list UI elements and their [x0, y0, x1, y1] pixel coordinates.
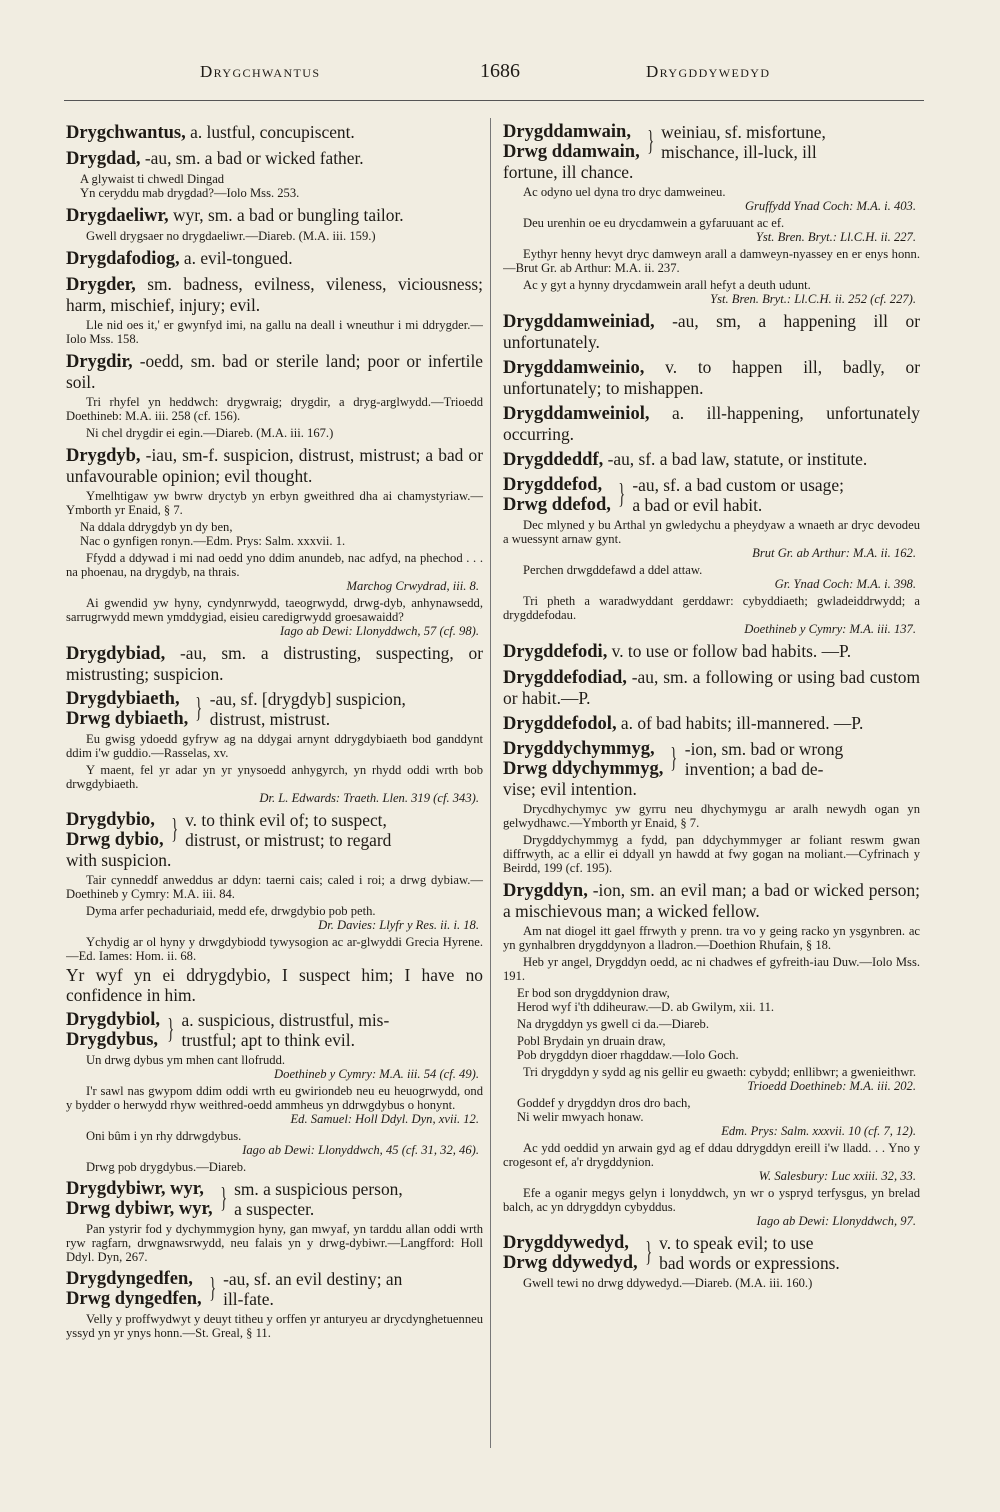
quotation: Nac o gynfigen ronyn.—Edm. Prys: Salm. xxxvii. 1. [80, 534, 346, 548]
headword: Drygddyn, [503, 881, 588, 901]
definition: -oedd, sm. bad or sterile land; poor or infertile soil. [66, 351, 483, 392]
headword: Drygddamweiniad, [503, 312, 655, 332]
citation: Edm. Prys: Salm. xxxvii. 10 (cf. 7, 12). [721, 1124, 916, 1138]
brace-glyph: } [209, 1273, 216, 1304]
definition: a. suspicious, distrustful, mis- [181, 1010, 390, 1030]
definition: -au, sf. a bad custom or usage; [632, 475, 844, 495]
definition: -ion, sm. an evil man; a bad or wicked person; a mischievous man; a wicked fellow. [503, 880, 920, 921]
quotation: Tri rhyfel yn heddwch: drygwraig; drygdir, a dryg-arglwydd.—Trioedd Doethineb: M.A. iii. 258 (cf. 156). [66, 395, 483, 423]
quotation: Ffydd a ddywad i mi nad oedd yno ddim anundeb, nac adfyd, na phechod . . . na phoenau, na drygdyb, na thrais. [66, 551, 483, 579]
entry-drygdybiol [66, 1010, 483, 1174]
citation: Ed. Samuel: Holl Ddyl. Dyn, xvii. 12. [290, 1112, 479, 1126]
citation: Trioedd Doethineb: M.A. iii. 202. [747, 1079, 916, 1093]
headword: Drygdybiol, [66, 1010, 161, 1030]
citation: Marchog Crwydrad, iii. 8. [346, 579, 479, 593]
entry-drygddamweinio [503, 357, 920, 398]
quotation: Perchen drwgddefawd a ddel attaw. [523, 563, 703, 577]
headword: Drygdybiad, [66, 644, 166, 664]
definition: bad words or expressions. [659, 1253, 840, 1273]
entry-drygdad [66, 148, 483, 200]
headword: Drygdyb, [66, 446, 141, 466]
definition: -au, sm. a bad or wicked father. [140, 148, 364, 168]
quotation: Tair cynneddf anweddus ar ddyn: taerni cais; caled i roi; a drwg dybiaw.—Doethineb y Cymry: M.A. iii. 84. [66, 873, 483, 901]
entry-drygdybiwr [66, 1179, 483, 1264]
headword-variant: Drwg ddywedyd, [503, 1253, 638, 1273]
headword-variant: Drwg dybio, [66, 830, 164, 850]
quotation: Ac ydd oeddid yn arwain gyd ag ef ddau ddrygddyn ereill i'w lladd. . . Yno y crogesont ef, a'r drygddynion. [503, 1141, 920, 1169]
quotation: Ymelhtigaw yw bwrw dryctyb yn erbyn gweithred dha ai chamystyriaw.—Ymborth yr Enaid, § 7. [66, 489, 483, 517]
quotation: Tri drygddyn y sydd ag nis gellir eu gwaeth: cybydd; enllibwr; a gwenieithwr. [523, 1065, 917, 1079]
citation: Gruffydd Ynad Coch: M.A. i. 403. [744, 199, 916, 213]
headword: Drygddefodol, [503, 714, 617, 734]
quotation: Drwg pob drygdybus.—Diareb. [86, 1160, 247, 1174]
running-head-left: Drygchwantus [200, 62, 321, 81]
brace-glyph: } [167, 1014, 175, 1045]
definition: weiniau, sf. misfortune, [661, 122, 826, 142]
brace-glyph: } [220, 1183, 227, 1214]
headword: Drygdybiaeth, [66, 689, 180, 709]
quotation: Y maent, fel yr adar yn yr ynysoedd anhygyrch, yn rhydd oddi wrth bob drwgdybiaeth. [66, 763, 483, 791]
headword-variant: Drwg dybiaeth, [66, 709, 189, 729]
headword: Drygddamweinio, [503, 358, 645, 378]
definition: -au, sm, a happening ill or unfortunately. [503, 311, 920, 352]
entry-drygdyb [66, 445, 483, 638]
quotation: Ac y gyt a hynny drycdamwein arall hefyt a deuth udunt. [523, 278, 811, 292]
quotation: Drycdhychymyc yw gyrru neu dhychymygu ar aralh newydh ogan yn gelwydhawc.—Ymborth yr Enaid, § 7. [503, 802, 920, 830]
entry-drygdybiaeth [66, 689, 483, 805]
definition: ill-fate. [223, 1289, 274, 1309]
headword: Drygddamweiniol, [503, 404, 650, 424]
quotation: A glywaist ti chwedl Dingad [80, 172, 225, 186]
definition: sm. a suspicious person, [234, 1179, 403, 1199]
definition: -au, sm. a following or using bad custom or habit.—P. [503, 667, 920, 708]
quotation: Gwell drygsaer no drygdaeliwr.—Diareb. (M.A. iii. 159.) [86, 229, 376, 243]
headword: Drygdybio, [66, 810, 155, 830]
citation: Doethineb y Cymry: M.A. iii. 54 (cf. 49). [274, 1067, 479, 1081]
definition: a. lustful, concupiscent. [185, 122, 355, 142]
quotation: Ni chel drygdir ei egin.—Diareb. (M.A. iii. 167.) [86, 426, 334, 440]
left-column [66, 122, 483, 1494]
entry-drygddefodi [503, 641, 920, 662]
quotation: Pobl Brydain yn druain draw, [517, 1034, 666, 1048]
headword-variant: Drwg dybiwr, wyr, [66, 1199, 213, 1219]
definition: a suspecter. [234, 1199, 315, 1219]
headword: Drygddefod, [503, 475, 603, 495]
headword: Drygchwantus, [66, 123, 186, 143]
headword: Drygddychymmyg, [503, 739, 655, 759]
headword-variant: Drygdybus, [66, 1030, 159, 1050]
headword: Drygdaeliwr, [66, 206, 169, 226]
citation: Yst. Bren. Bryt.: Ll.C.H. ii. 227. [755, 230, 916, 244]
brace-glyph: } [647, 126, 654, 157]
brace-glyph: } [618, 479, 626, 510]
definition: -iau, sm-f. suspicion, distrust, mistrust; a bad or unfavourable opinion; evil thought. [66, 445, 483, 486]
brace-glyph: } [171, 814, 178, 845]
definition: v. to speak evil; to use [659, 1233, 814, 1253]
quotation: Na ddala ddrygdyb yn dy ben, [80, 520, 233, 534]
citation: Yst. Bren. Bryt.: Ll.C.H. ii. 252 (cf. 227). [710, 292, 916, 306]
entry-drygder [66, 274, 483, 346]
quotation: Pob drygddyn dioer rhagddaw.—Iolo Goch. [517, 1048, 739, 1062]
entry-drygddyn [503, 880, 920, 1228]
phrase-example: Yr wyf yn ei ddrygdybio, I suspect him; I have no confidence in him. [66, 965, 483, 1005]
definition: a. of bad habits; ill-mannered. —P. [616, 713, 864, 733]
header-rule [64, 100, 924, 101]
quotation: Herod wyf i'th ddiheuraw.—D. ab Gwilym, xii. 11. [517, 1000, 775, 1014]
definition: distrust, mistrust. [209, 709, 331, 729]
definition: a. ill-happening, unfortunately occurring. [503, 403, 920, 444]
entry-drygdir [66, 351, 483, 440]
citation: Dr. L. Edwards: Traeth. Llen. 319 (cf. 343). [259, 791, 479, 805]
quotation: Un drwg dybus ym mhen cant llofrudd. [86, 1053, 286, 1067]
quotation: Goddef y drygddyn dros dro bach, [517, 1096, 691, 1110]
quotation: Ai gwendid yw hyny, cyndynrwydd, taeogrwydd, drwg-dyb, anhynawsedd, sarrugrwydd mewn ymddygiad, eisieu caredigrwydd groesawaidd? [66, 596, 483, 624]
headword-variant: Drwg ddefod, [503, 495, 611, 515]
entry-drygddamwain [503, 122, 920, 306]
quotation: Ni welir mwyach honaw. [517, 1110, 644, 1124]
quotation: Heb yr angel, Drygddyn oedd, ac ni chadwes ef gyfreith-iau Duw.—Iolo Mss. 191. [503, 955, 920, 983]
definition: trustful; apt to think evil. [181, 1030, 355, 1050]
headword: Drygddefodi, [503, 642, 608, 662]
headword: Drygdir, [66, 352, 133, 372]
definition: -au, sf. a bad law, statute, or institute. [603, 449, 868, 469]
quotation: Oni bûm i yn rhy ddrwgdybus. [86, 1129, 242, 1143]
definition: mischance, ill-luck, ill [661, 142, 817, 162]
quotation: Eythyr henny hevyt dryc damweyn arall a damweyn-nyassey en er enys honn.—Brut Gr. ab Arthur: M.A. ii. 237. [503, 247, 920, 275]
entry-drygdaeliwr [66, 205, 483, 243]
entry-drygddamweiniol [503, 403, 920, 444]
citation: Doethineb y Cymry: M.A. iii. 137. [744, 622, 916, 636]
citation: W. Salesbury: Luc xxiii. 32, 33. [758, 1169, 916, 1183]
headword: Drygddywedyd, [503, 1233, 629, 1253]
definition: -au, sf. [drygdyb] suspicion, [209, 689, 406, 709]
entry-drygdafodiog [66, 248, 483, 269]
quotation: Dyma arfer pechaduriaid, medd efe, drwgdybio pob peth. [86, 904, 376, 918]
citation: Dr. Davies: Llyfr y Res. ii. i. 18. [318, 918, 479, 932]
headword: Drygddamwain, [503, 122, 631, 142]
definition: v. to happen ill, badly, or unfortunately; to mishappen. [503, 357, 920, 398]
headword: Drygddeddf, [503, 450, 604, 470]
quotation: Er bod son drygddynion draw, [517, 986, 670, 1000]
page-number: 1686 [480, 60, 520, 82]
headword: Drygdad, [66, 149, 141, 169]
quotation: Am nat diogel itt gael ffrwyth y prenn. tra vo y geing racko yn ysgynbren. ac yn gynhalbren drygddynyon a lladron.—Doethion Rhufain, § 18. [503, 924, 920, 952]
entry-drygddamweiniad [503, 311, 920, 352]
quotation: Dec mlyned y bu Arthal yn gwledychu a pheydyaw a wnaeth ar dryc devodeu a wuessynt arnaw gynt. [503, 518, 920, 546]
entry-drygdyngedfen [66, 1269, 483, 1340]
quotation: Na drygddyn ys gwell ci da.—Diareb. [517, 1017, 710, 1031]
definition: v. to think evil of; to suspect, [185, 810, 387, 830]
entry-drygchwantus [66, 122, 483, 143]
quotation: Deu urenhin oe eu drycdamwein a gyfaruuant ac ef. [523, 216, 785, 230]
headword: Drygddefodiad, [503, 668, 627, 688]
quotation: Drygddychymmyg a fydd, pan ddychymmyger ar foliant reswm gwan diffrwyth, ac a ellir ei ddyall yn hawdd at fwy gogan na moliant.—Cyfrinach y Beirdd, 199 (cf. 195). [503, 833, 920, 875]
brace-glyph: } [645, 1237, 652, 1268]
running-head-right: Drygddywedyd [646, 62, 771, 81]
definition: with suspicion. [66, 850, 172, 870]
definition: -ion, sm. bad or wrong [684, 739, 844, 759]
brace-glyph: } [670, 743, 678, 774]
headword: Drygdafodiog, [66, 249, 180, 269]
right-column [503, 122, 920, 1494]
quotation: Ac odyno uel dyna tro dryc damweineu. [523, 185, 726, 199]
definition: fortune, ill chance. [503, 162, 634, 182]
quotation: Eu gwisg ydoedd gyfryw ag na ddygai arnynt ddrygdybiaeth bod ganddynt ddim i'w guddio.—Rasselas, xv. [66, 732, 483, 760]
quotation: Ychydig ar ol hyny y drwgdybiodd tywysogion ac ar-glwyddi Grecia Hyrene.—Ed. Iames: Hom. ii. 68. [66, 935, 483, 963]
definition: vise; evil intention. [503, 779, 637, 799]
definition: invention; a bad de- [684, 759, 824, 779]
column-divider [490, 118, 491, 1448]
entry-drygddefodol [503, 713, 920, 734]
headword-variant: Drwg ddamwain, [503, 142, 640, 162]
citation: Iago ab Dewi: Llonyddwch, 57 (cf. 98). [279, 624, 479, 638]
citation: Iago ab Dewi: Llonyddwch, 97. [756, 1214, 916, 1228]
quotation: Efe a oganir megys gelyn i lonyddwch, yn wr o yspryd terfysgus, yn brelad balch, ac yn ddrygddyn cybyddus. [503, 1186, 920, 1214]
definition: sm. badness, evilness, vileness, viciousness; harm, mischief, injury; evil. [66, 274, 483, 315]
entry-drygdybiad [66, 643, 483, 684]
citation: Iago ab Dewi: Llonyddwch, 45 (cf. 31, 32, 46). [242, 1143, 479, 1157]
definition: distrust, or mistrust; to regard [185, 830, 392, 850]
quotation: I'r sawl nas gwypom ddim oddi wrth eu gwiriondeb neu eu heuogrwydd, ond y bydder o herwydd rhyw weithred-oedd ammheus yn ddrwgdybus o honynt. [66, 1084, 483, 1112]
headword: Drygder, [66, 275, 136, 295]
quotation: Velly y proffwydwyt y deuyt titheu y orffen yr anturyeu ar drycdynghetuenneu yssyd yn yr ynys honn.—St. Greal, § 11. [66, 1312, 483, 1340]
headword: Drygdybiwr, wyr, [66, 1179, 204, 1199]
headword-variant: Drwg ddychymmyg, [503, 759, 664, 779]
definition: v. to use or follow bad habits. —P. [607, 641, 852, 661]
brace-glyph: } [195, 693, 203, 724]
quotation: Gwell tewi no drwg ddywedyd.—Diareb. (M.A. iii. 160.) [523, 1276, 813, 1290]
quotation: Tri pheth a waradwyddant gerddawr: cybyddiaeth; gwladeiddrwydd; a drygddefodau. [503, 594, 920, 622]
entry-drygddeddf [503, 449, 920, 470]
headword: Drygdyngedfen, [66, 1269, 193, 1289]
entry-drygddychymmyg [503, 739, 920, 875]
definition: a. evil-tongued. [179, 248, 293, 268]
entry-drygddywedyd [503, 1233, 920, 1290]
entry-drygdybio [66, 810, 483, 1005]
citation: Gr. Ynad Coch: M.A. i. 398. [774, 577, 916, 591]
entry-drygddefodiad [503, 667, 920, 708]
definition: a bad or evil habit. [632, 495, 763, 515]
definition: wyr, sm. a bad or bungling tailor. [168, 205, 404, 225]
definition: -au, sm. a distrusting, suspecting, or mistrusting; suspicion. [66, 643, 483, 684]
quotation: Lle nid oes it,' er gwynfyd imi, na gallu na deall i wneuthur i mi ddrygder.—Iolo Mss. 158. [66, 318, 483, 346]
definition: -au, sf. an evil destiny; an [223, 1269, 403, 1289]
quotation: Pan ystyrir fod y dychymmygion hyny, gan mwyaf, yn tarddu allan oddi wrth ryw ragfarn, drwgnawsrwydd, neu falais yn y drwg-dybiwr.—Langfford: Holl Ddyl. Dyn, 267. [66, 1222, 483, 1264]
quotation: Yn ceryddu mab drygdad?—Iolo Mss. 253. [80, 186, 300, 200]
headword-variant: Drwg dyngedfen, [66, 1289, 202, 1309]
citation: Brut Gr. ab Arthur: M.A. ii. 162. [752, 546, 916, 560]
entry-drygddefod [503, 475, 920, 636]
